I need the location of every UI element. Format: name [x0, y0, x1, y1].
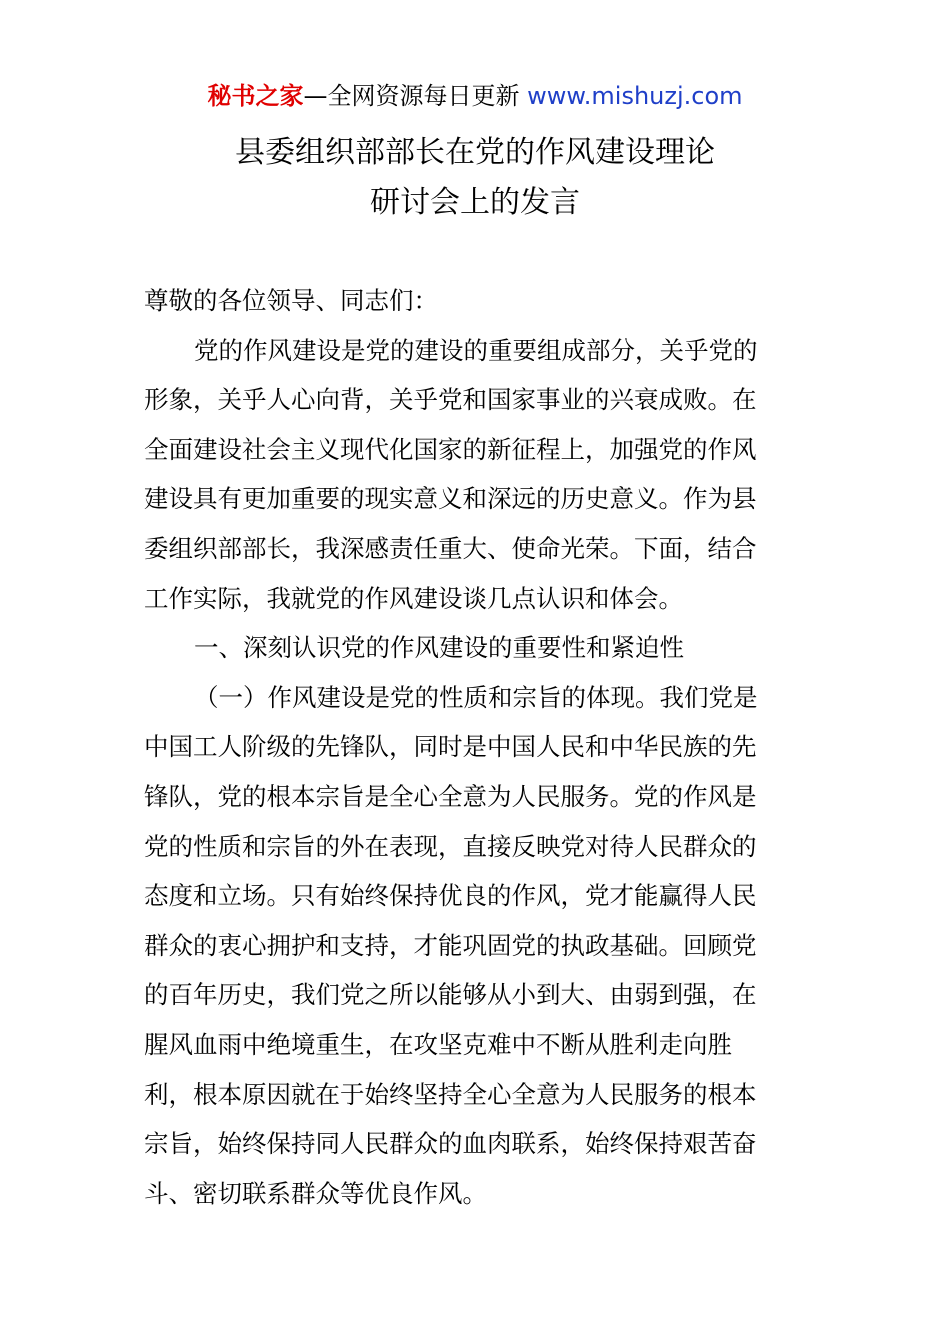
body-line: 中国工人阶级的先锋队，同时是中国人民和中华民族的先 — [144, 732, 757, 762]
document-body — [144, 276, 808, 1218]
body-line: 态度和立场。只有始终保持优良的作风，党才能赢得人民 — [144, 881, 757, 911]
site-header — [0, 80, 950, 112]
body-line: 锋队，党的根本宗旨是全心全意为人民服务。党的作风是 — [144, 781, 757, 811]
salutation: 尊敬的各位领导、同志们： — [144, 286, 438, 315]
body-line: 的百年历史，我们党之所以能够从小到大、由弱到强，在 — [144, 980, 757, 1010]
body-line: 利，根本原因就在于始终坚持全心全意为人民服务的根本 — [144, 1079, 757, 1109]
title-line-1: 县委组织部部长在党的作风建设理论 — [235, 135, 715, 170]
body-line: 党的性质和宗旨的外在表现，直接反映党对待人民群众的 — [144, 831, 757, 861]
body-line: （一）作风建设是党的性质和宗旨的体现。我们党是 — [194, 682, 758, 712]
body-line: 形象，关乎人心向背，关乎党和国家事业的兴衰成败。在 — [144, 385, 757, 415]
title-line-2: 研讨会上的发言 — [370, 185, 580, 220]
brand-name: 秘书之家 — [207, 82, 304, 110]
body-line: 斗、密切联系群众等优良作风。 — [144, 1178, 487, 1208]
document-title — [0, 128, 950, 228]
body-line: 腥风血雨中绝境重生，在攻坚克难中不断从胜利走向胜 — [144, 1029, 732, 1059]
body-line: 建设具有更加重要的现实意义和深远的历史意义。作为县 — [144, 484, 757, 514]
site-url-link[interactable]: www.mishuzj.com — [527, 82, 743, 110]
section-heading: 一、深刻认识党的作风建设的重要性和紧迫性 — [194, 633, 684, 663]
body-line: 群众的衷心拥护和支持，才能巩固党的执政基础。回顾党 — [144, 930, 757, 960]
body-line: 工作实际，我就党的作风建设谈几点认识和体会。 — [144, 583, 683, 613]
body-line: 全面建设社会主义现代化国家的新征程上，加强党的作风 — [144, 434, 757, 464]
body-line: 宗旨，始终保持同人民群众的血肉联系，始终保持艰苦奋 — [144, 1129, 757, 1159]
body-line: 委组织部部长，我深感责任重大、使命光荣。下面，结合 — [144, 533, 757, 563]
header-tagline: —全网资源每日更新 — [303, 82, 520, 110]
body-line: 党的作风建设是党的建设的重要组成部分，关乎党的 — [194, 335, 758, 365]
